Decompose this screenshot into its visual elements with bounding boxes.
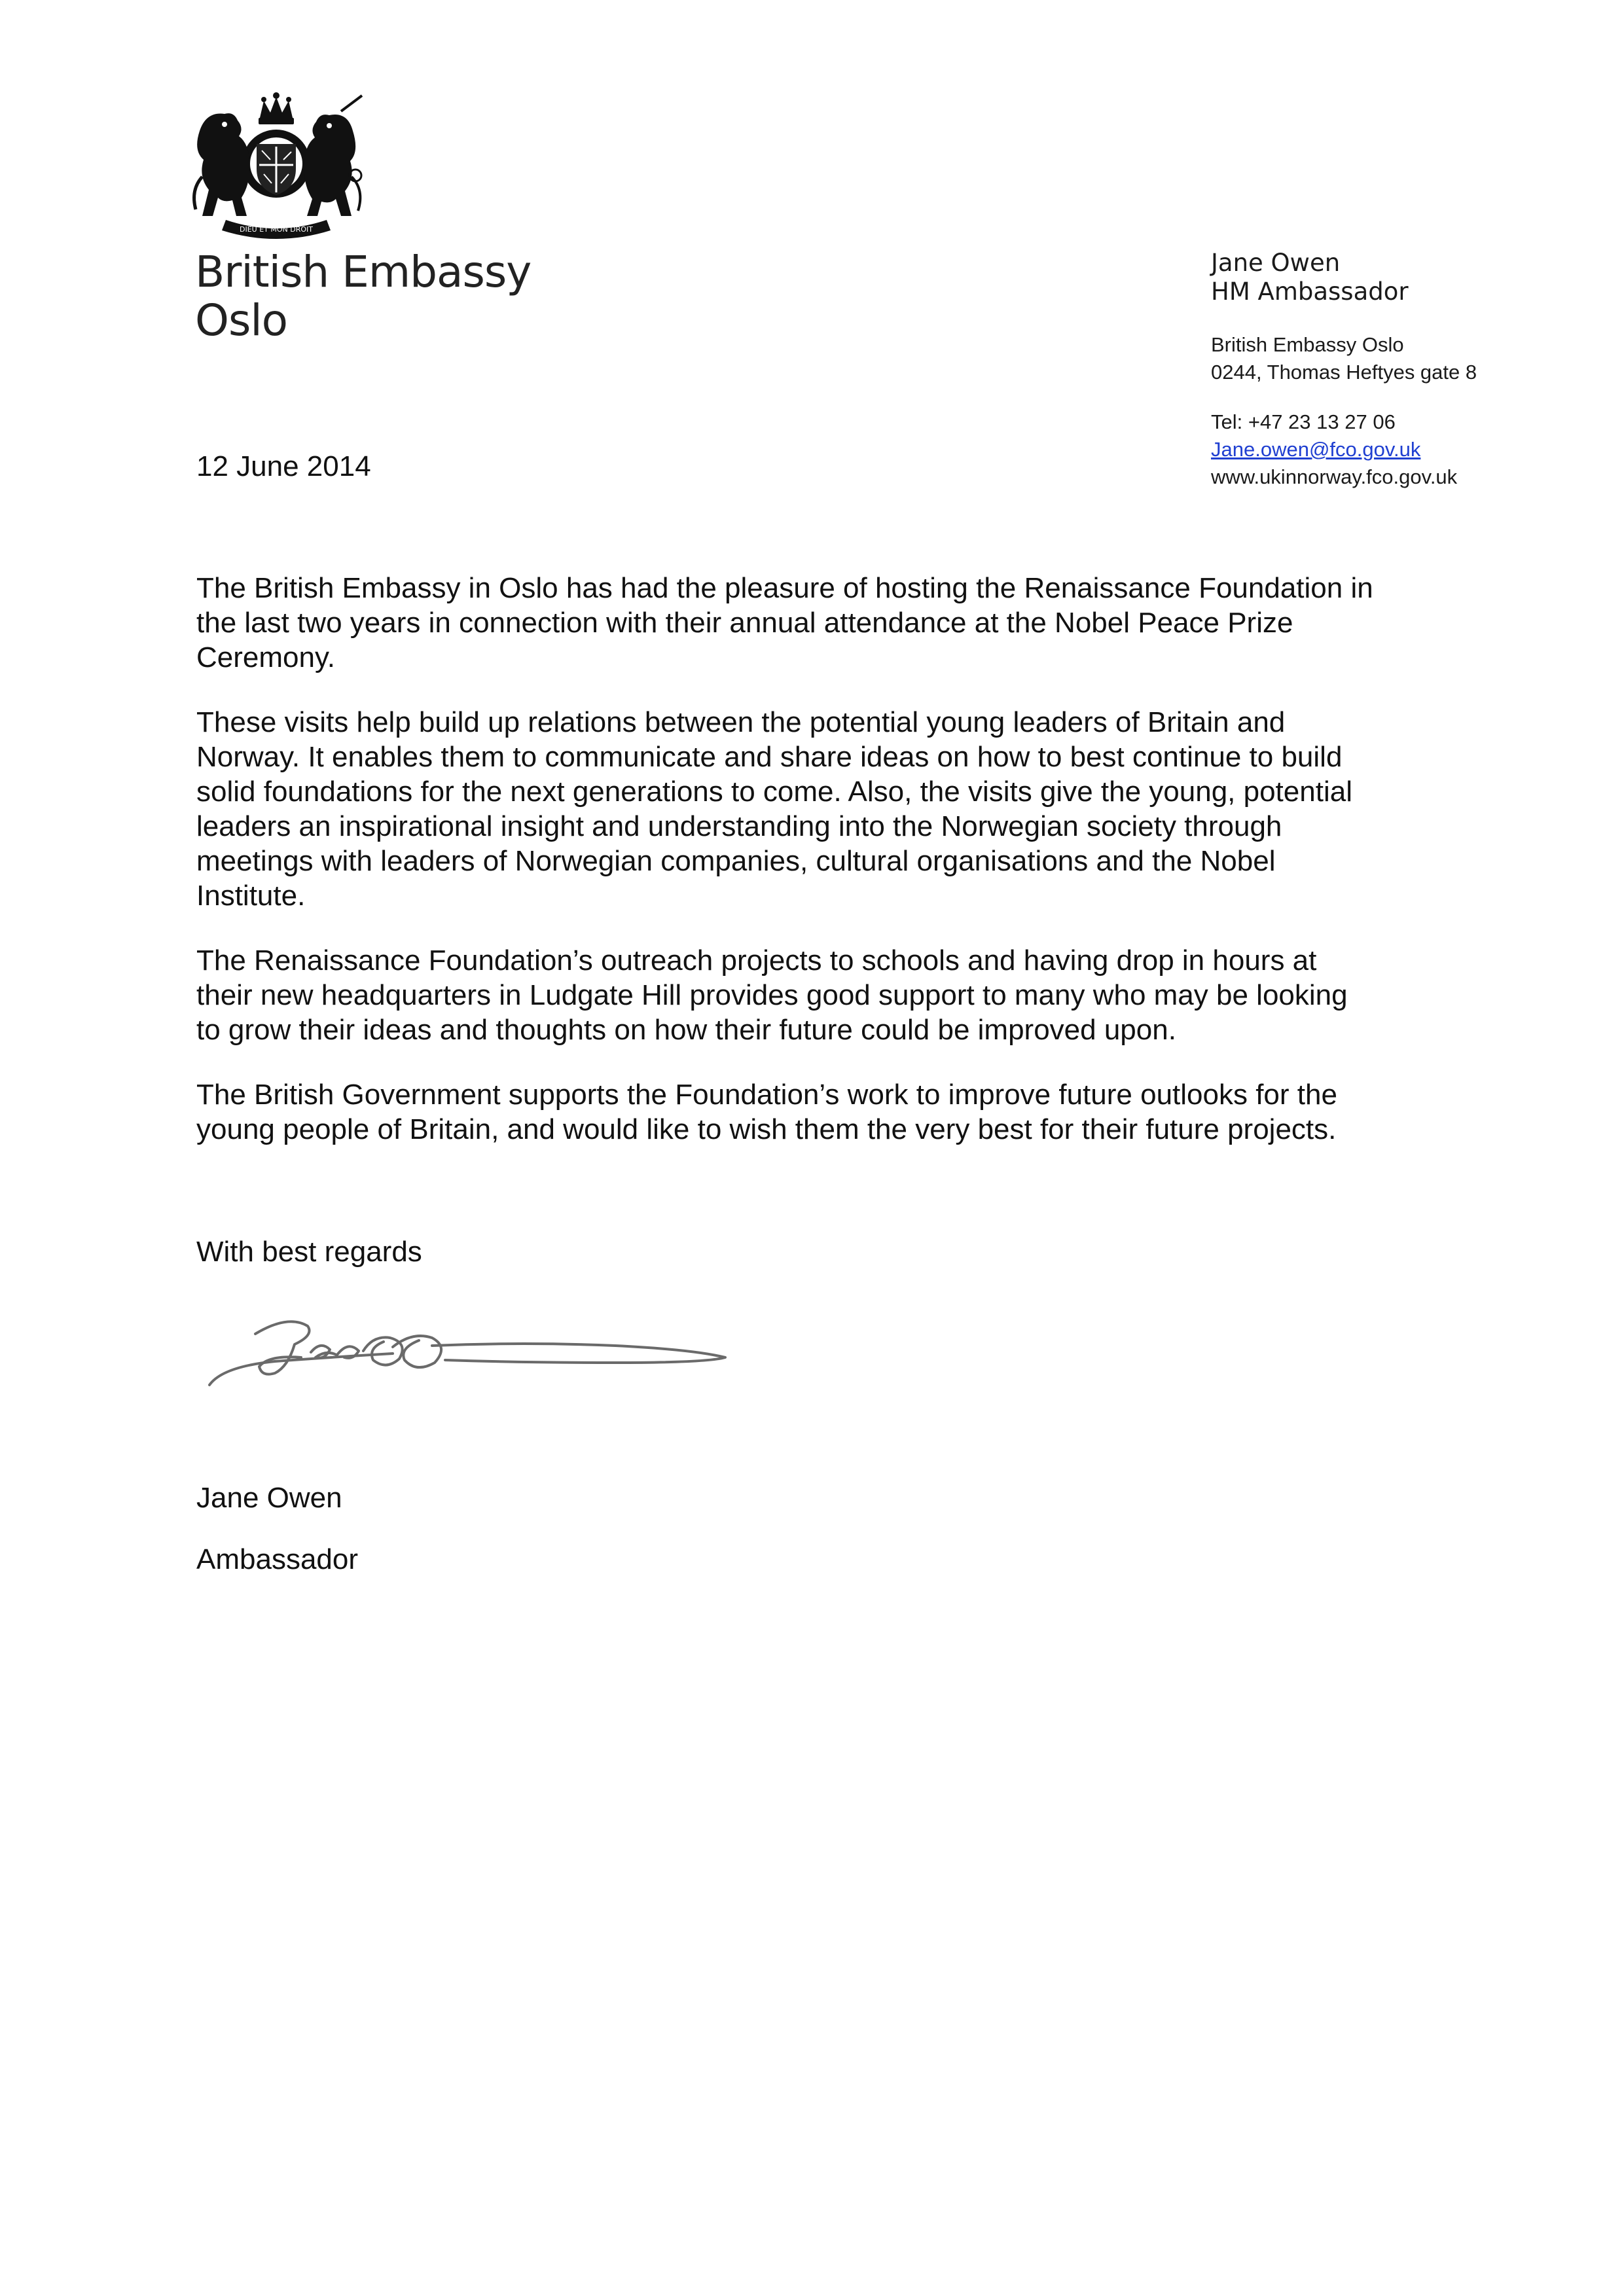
body-paragraph: These visits help build up relations between the potential young leaders of Britain and Norway. It enables them to communicate and share ideas on how to best continue to build solid foundations for the next generations to come. Also, the visits give the young, potential leaders an inspirational insight and understanding into the Norwegian society through meetings with leaders of Norwegian companies, cultural organisations and the Nobel Institute.: [196, 706, 1352, 912]
sender-title: HM Ambassador: [1211, 278, 1409, 306]
organisation-name: British Embassy: [195, 247, 532, 297]
sender-name: Jane Owen: [1211, 249, 1341, 277]
motto-text: DIEU ET MON DROIT: [240, 225, 313, 234]
handwritten-signature-icon: [196, 1295, 733, 1393]
sender-details: [1211, 249, 1578, 491]
closing-salutation: With best regards: [196, 1236, 422, 1268]
embassy-wordmark: [195, 247, 531, 344]
telephone: Tel: +47 23 13 27 06: [1211, 410, 1396, 433]
body-paragraph: The Renaissance Foundation’s outreach projects to schools and having drop in hours at their new headquarters in Ludgate Hill provides good support to many who may be looking to grow their ideas and thoughts on how their future could be improved upon.: [196, 944, 1348, 1046]
website: www.ukinnorway.fco.gov.uk: [1211, 465, 1458, 488]
signer-name: Jane Owen: [196, 1482, 342, 1514]
body-paragraph: The British Government supports the Foundation’s work to improve future outlooks for the young people of Britain, and would like to wish them the very best for their future projects.: [196, 1079, 1337, 1145]
address-line-2: 0244, Thomas Heftyes gate 8: [1211, 361, 1477, 384]
letter-date: 12 June 2014: [196, 450, 371, 482]
body-paragraph: The British Embassy in Oslo has had the pleasure of hosting the Renaissance Foundation in the last two years in connection with their annual attendance at the Nobel Peace Prize Ceremony.: [196, 572, 1373, 673]
address-line-1: British Embassy Oslo: [1211, 333, 1404, 356]
signer-title: Ambassador: [196, 1543, 359, 1575]
royal-coat-of-arms-icon: [187, 92, 367, 242]
organisation-city: Oslo: [195, 295, 288, 346]
letter-body: [196, 571, 1473, 1177]
email-link[interactable]: Jane.owen@fco.gov.uk: [1211, 438, 1421, 461]
